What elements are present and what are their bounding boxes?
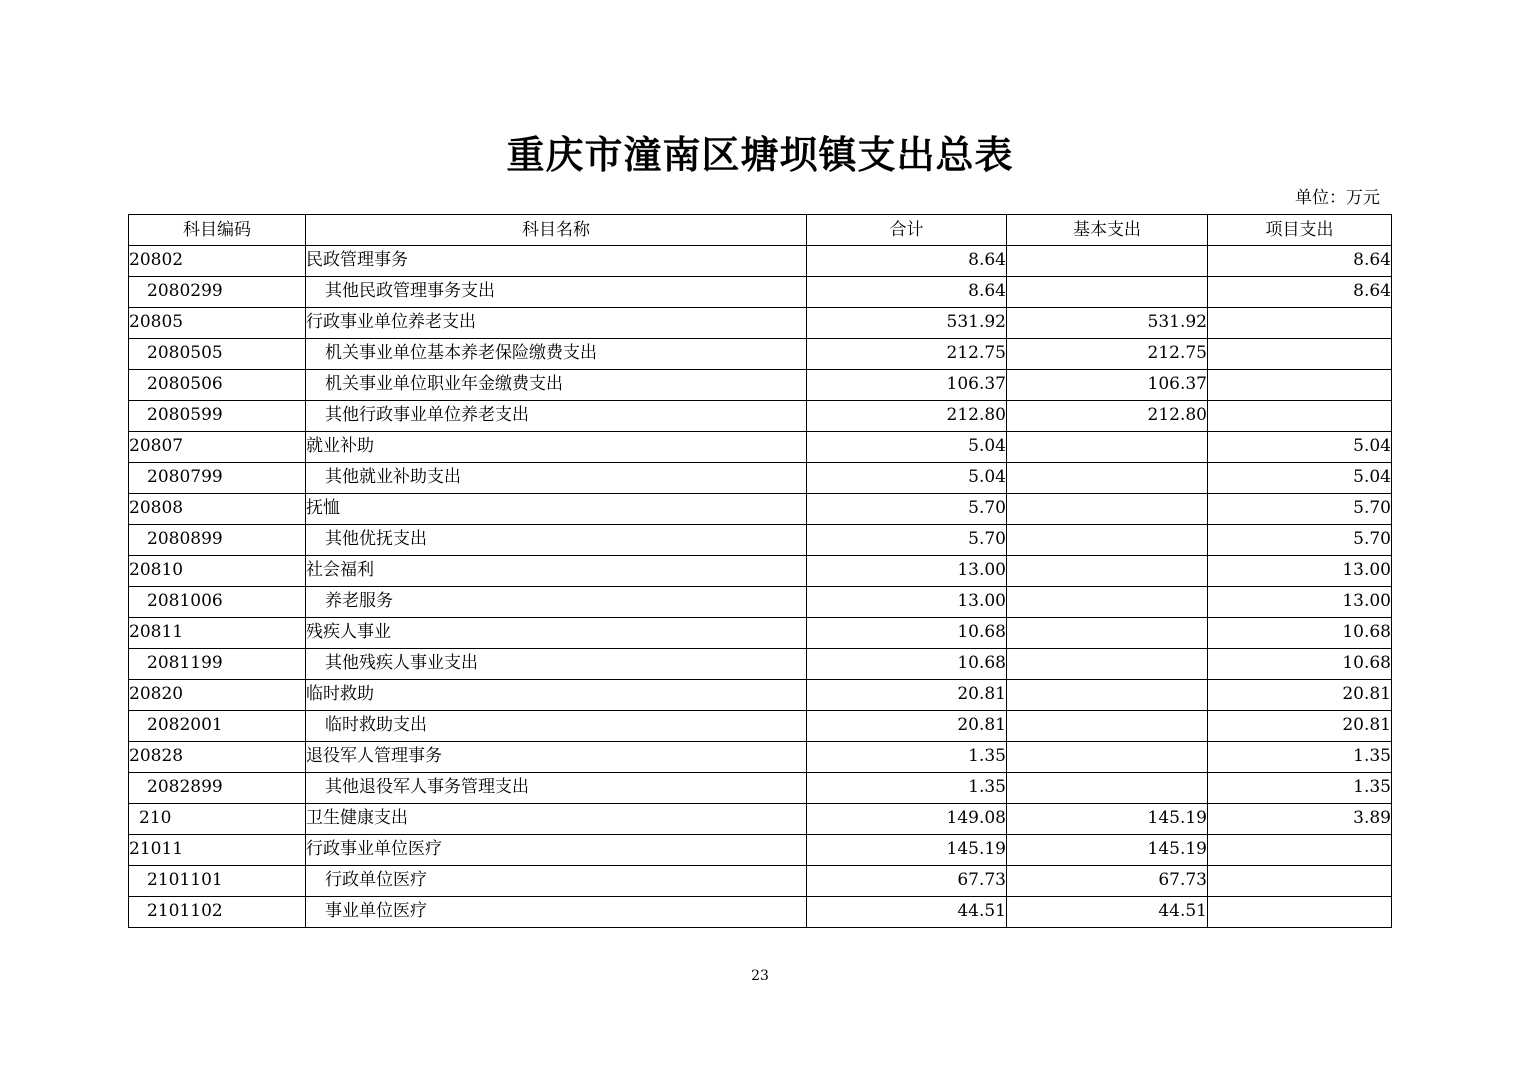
project-expenditure-cell: 20.81 (1208, 680, 1392, 711)
project-expenditure-cell: 5.70 (1208, 494, 1392, 525)
subject-name-cell: 残疾人事业 (306, 618, 807, 649)
total-cell: 5.04 (807, 432, 1007, 463)
basic-expenditure-cell (1007, 432, 1208, 463)
subject-name-cell: 事业单位医疗 (306, 897, 807, 928)
project-expenditure-cell: 10.68 (1208, 649, 1392, 680)
total-cell: 44.51 (807, 897, 1007, 928)
total-cell: 1.35 (807, 742, 1007, 773)
basic-expenditure-cell (1007, 680, 1208, 711)
basic-expenditure-cell (1007, 649, 1208, 680)
basic-expenditure-cell: 531.92 (1007, 308, 1208, 339)
subject-code-cell: 20811 (129, 618, 306, 649)
project-expenditure-cell (1208, 401, 1392, 432)
total-cell: 13.00 (807, 587, 1007, 618)
subject-code-cell: 20802 (129, 246, 306, 277)
basic-expenditure-cell: 44.51 (1007, 897, 1208, 928)
subject-code-cell: 2080506 (129, 370, 306, 401)
subject-name-cell: 就业补助 (306, 432, 807, 463)
subject-code-cell: 20828 (129, 742, 306, 773)
table-row (129, 587, 1392, 618)
subject-name-cell: 抚恤 (306, 494, 807, 525)
subject-name-cell: 民政管理事务 (306, 246, 807, 277)
basic-expenditure-cell: 106.37 (1007, 370, 1208, 401)
project-expenditure-cell: 8.64 (1208, 277, 1392, 308)
total-cell: 5.04 (807, 463, 1007, 494)
table-row (129, 773, 1392, 804)
table-body (129, 246, 1392, 928)
subject-code-cell: 21011 (129, 835, 306, 866)
subject-name-cell: 其他优抚支出 (306, 525, 807, 556)
subject-name-cell: 其他行政事业单位养老支出 (306, 401, 807, 432)
header-basic-expenditure: 基本支出 (1007, 215, 1208, 246)
subject-name-cell: 临时救助 (306, 680, 807, 711)
project-expenditure-cell (1208, 370, 1392, 401)
total-cell: 1.35 (807, 773, 1007, 804)
subject-code-cell: 2080599 (129, 401, 306, 432)
basic-expenditure-cell (1007, 587, 1208, 618)
table-row (129, 835, 1392, 866)
project-expenditure-cell (1208, 339, 1392, 370)
basic-expenditure-cell (1007, 742, 1208, 773)
total-cell: 10.68 (807, 649, 1007, 680)
total-cell: 5.70 (807, 525, 1007, 556)
table-row (129, 246, 1392, 277)
subject-code-cell: 2080505 (129, 339, 306, 370)
basic-expenditure-cell: 145.19 (1007, 804, 1208, 835)
subject-name-cell: 其他残疾人事业支出 (306, 649, 807, 680)
header-subject-name: 科目名称 (306, 215, 807, 246)
table-row (129, 401, 1392, 432)
subject-code-cell: 2081006 (129, 587, 306, 618)
project-expenditure-cell (1208, 835, 1392, 866)
table-row (129, 897, 1392, 928)
project-expenditure-cell: 13.00 (1208, 587, 1392, 618)
subject-code-cell: 2080299 (129, 277, 306, 308)
basic-expenditure-cell: 67.73 (1007, 866, 1208, 897)
project-expenditure-cell: 8.64 (1208, 246, 1392, 277)
project-expenditure-cell: 5.04 (1208, 432, 1392, 463)
total-cell: 212.75 (807, 339, 1007, 370)
header-project-expenditure: 项目支出 (1208, 215, 1392, 246)
subject-code-cell: 2081199 (129, 649, 306, 680)
subject-name-cell: 其他退役军人事务管理支出 (306, 773, 807, 804)
subject-code-cell: 2080899 (129, 525, 306, 556)
subject-code-cell: 210 (129, 804, 306, 835)
table-row (129, 277, 1392, 308)
table-row (129, 680, 1392, 711)
basic-expenditure-cell (1007, 525, 1208, 556)
subject-code-cell: 20810 (129, 556, 306, 587)
header-total: 合计 (807, 215, 1007, 246)
basic-expenditure-cell: 212.80 (1007, 401, 1208, 432)
total-cell: 106.37 (807, 370, 1007, 401)
total-cell: 67.73 (807, 866, 1007, 897)
basic-expenditure-cell (1007, 711, 1208, 742)
subject-name-cell: 卫生健康支出 (306, 804, 807, 835)
table-row (129, 866, 1392, 897)
total-cell: 8.64 (807, 246, 1007, 277)
basic-expenditure-cell (1007, 494, 1208, 525)
total-cell: 212.80 (807, 401, 1007, 432)
subject-name-cell: 其他就业补助支出 (306, 463, 807, 494)
table-row (129, 463, 1392, 494)
subject-code-cell: 2082001 (129, 711, 306, 742)
project-expenditure-cell: 1.35 (1208, 773, 1392, 804)
page-number: 23 (751, 968, 769, 984)
subject-name-cell: 行政事业单位养老支出 (306, 308, 807, 339)
total-cell: 5.70 (807, 494, 1007, 525)
table-row (129, 804, 1392, 835)
subject-name-cell: 养老服务 (306, 587, 807, 618)
subject-name-cell: 机关事业单位职业年金缴费支出 (306, 370, 807, 401)
page-title: 重庆市潼南区塘坝镇支出总表 (506, 132, 1014, 177)
table-row (129, 370, 1392, 401)
basic-expenditure-cell: 145.19 (1007, 835, 1208, 866)
subject-name-cell: 行政单位医疗 (306, 866, 807, 897)
subject-code-cell: 2101101 (129, 866, 306, 897)
total-cell: 8.64 (807, 277, 1007, 308)
subject-name-cell: 临时救助支出 (306, 711, 807, 742)
table-row (129, 494, 1392, 525)
table-row (129, 742, 1392, 773)
total-cell: 531.92 (807, 308, 1007, 339)
table-row (129, 556, 1392, 587)
table-header-row (129, 215, 1392, 246)
project-expenditure-cell (1208, 308, 1392, 339)
subject-code-cell: 20805 (129, 308, 306, 339)
table-row (129, 525, 1392, 556)
project-expenditure-cell: 5.70 (1208, 525, 1392, 556)
total-cell: 13.00 (807, 556, 1007, 587)
project-expenditure-cell: 10.68 (1208, 618, 1392, 649)
basic-expenditure-cell (1007, 463, 1208, 494)
table-row (129, 432, 1392, 463)
table-row (129, 308, 1392, 339)
project-expenditure-cell: 3.89 (1208, 804, 1392, 835)
total-cell: 149.08 (807, 804, 1007, 835)
project-expenditure-cell: 20.81 (1208, 711, 1392, 742)
subject-code-cell: 2101102 (129, 897, 306, 928)
table-row (129, 649, 1392, 680)
project-expenditure-cell (1208, 866, 1392, 897)
unit-label: 单位：万元 (1295, 188, 1380, 208)
table-row (129, 339, 1392, 370)
total-cell: 10.68 (807, 618, 1007, 649)
table-row (129, 618, 1392, 649)
subject-name-cell: 行政事业单位医疗 (306, 835, 807, 866)
subject-name-cell: 社会福利 (306, 556, 807, 587)
subject-name-cell: 退役军人管理事务 (306, 742, 807, 773)
subject-code-cell: 20820 (129, 680, 306, 711)
project-expenditure-cell: 1.35 (1208, 742, 1392, 773)
basic-expenditure-cell: 212.75 (1007, 339, 1208, 370)
project-expenditure-cell (1208, 897, 1392, 928)
total-cell: 20.81 (807, 711, 1007, 742)
subject-code-cell: 20807 (129, 432, 306, 463)
basic-expenditure-cell (1007, 246, 1208, 277)
project-expenditure-cell: 5.04 (1208, 463, 1392, 494)
basic-expenditure-cell (1007, 556, 1208, 587)
subject-code-cell: 2082899 (129, 773, 306, 804)
header-subject-code: 科目编码 (129, 215, 306, 246)
table-row (129, 711, 1392, 742)
basic-expenditure-cell (1007, 618, 1208, 649)
subject-code-cell: 20808 (129, 494, 306, 525)
subject-code-cell: 2080799 (129, 463, 306, 494)
total-cell: 145.19 (807, 835, 1007, 866)
subject-name-cell: 机关事业单位基本养老保险缴费支出 (306, 339, 807, 370)
expenditure-table (128, 214, 1392, 928)
subject-name-cell: 其他民政管理事务支出 (306, 277, 807, 308)
basic-expenditure-cell (1007, 277, 1208, 308)
project-expenditure-cell: 13.00 (1208, 556, 1392, 587)
total-cell: 20.81 (807, 680, 1007, 711)
basic-expenditure-cell (1007, 773, 1208, 804)
